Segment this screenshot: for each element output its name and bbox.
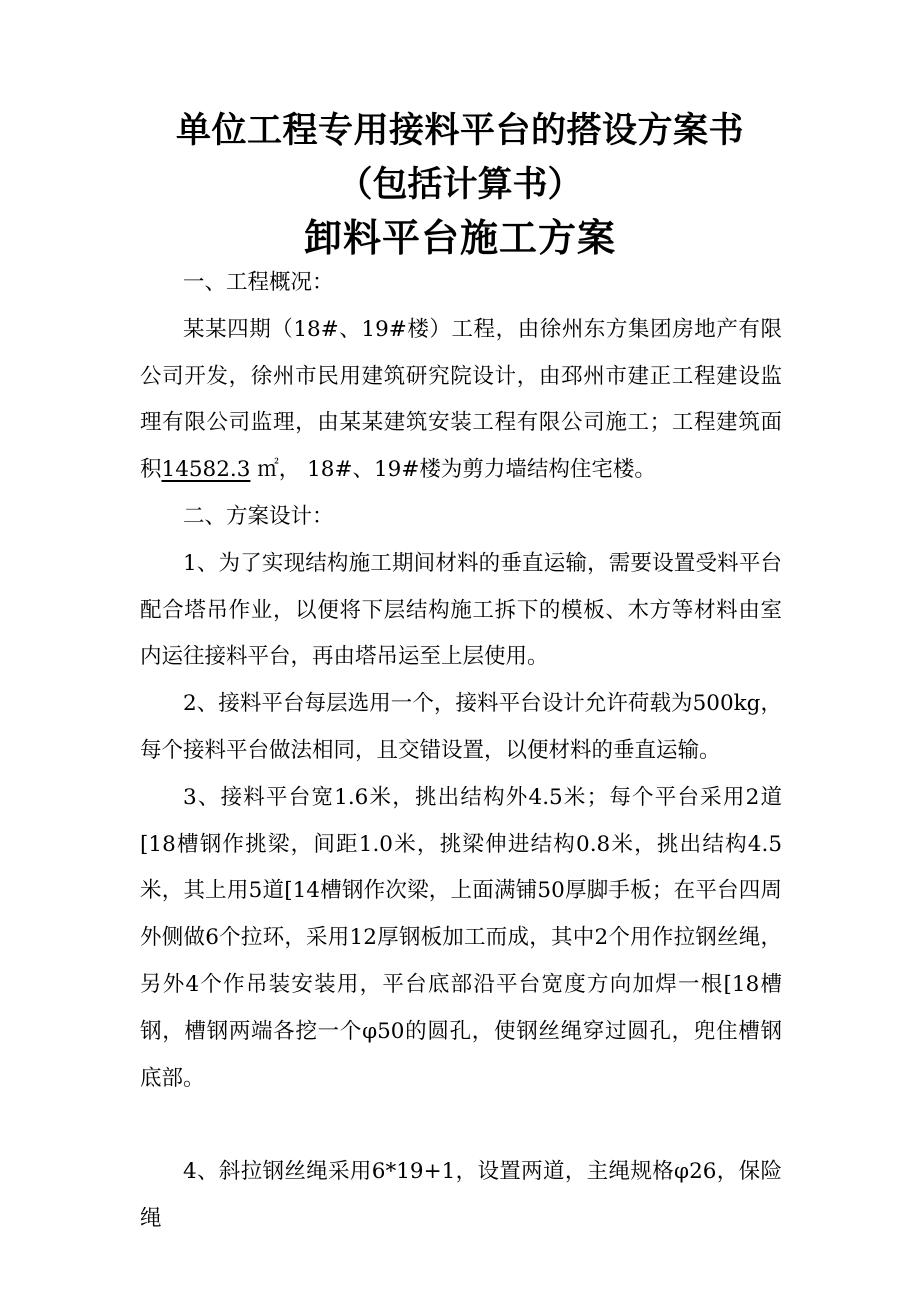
overview-text-a: 某某四期（18#、19#楼）工程，由徐州东方集团房地产有限公司开发，徐州市民用建筑研究院设计，由邳州市建正工程建设监理有限公司监理，由某某建筑安装工程有限公司施工；工程建筑面积	[140, 316, 782, 483]
document-body	[140, 260, 782, 1243]
section-heading-overview: 一、工程概况：	[183, 270, 334, 295]
section-heading-design: 二、方案设计：	[183, 503, 334, 529]
building-area-value: 14582.3	[161, 457, 251, 483]
overview-text-b: ㎡， 18#、19#楼为剪力墙结构住宅楼。	[250, 457, 656, 483]
design-item-2: 2、接料平台每层选用一个，接料平台设计允许荷载为500kg，每个接料平台做法相同，且交错设置，以便材料的垂直运输。	[140, 691, 782, 763]
overview-paragraph	[140, 307, 782, 494]
design-item-1: 1、为了实现结构施工期间材料的垂直运输，需要设置受料平台配合塔吊作业，以便将下层结构施工拆下的模板、木方等材料由室内运往接料平台，再由塔吊运至上层使用。	[140, 550, 782, 670]
design-item-4: 4、斜拉钢丝绳采用6*19+1，设置两道，主绳规格φ26，保险绳	[140, 1159, 782, 1231]
section-title: 卸料平台施工方案	[303, 215, 616, 260]
document-subtitle: （包括计算书）	[337, 164, 583, 205]
document-title: 单位工程专用接料平台的搭设方案书	[175, 110, 744, 151]
design-item-3: 3、接料平台宽1.6米，挑出结构外4.5米；每个平台采用2道[18槽钢作挑梁，间距1.0米，挑梁伸进结构0.8米，挑出结构4.5米，其上用5道[14槽钢作次梁，上面满铺50厚脚手板；在平台四周外侧做6个拉环，采用12厚钢板加工而成，其中2个用作拉钢丝绳，另外4个作吊装安装用，平台底部沿平台宽度方向加焊一根[18槽钢，槽钢两端各挖一个φ50的圆孔，使钢丝绳穿过圆孔，兜住槽钢底部。	[140, 784, 782, 1091]
paragraph-gap	[140, 1102, 782, 1149]
